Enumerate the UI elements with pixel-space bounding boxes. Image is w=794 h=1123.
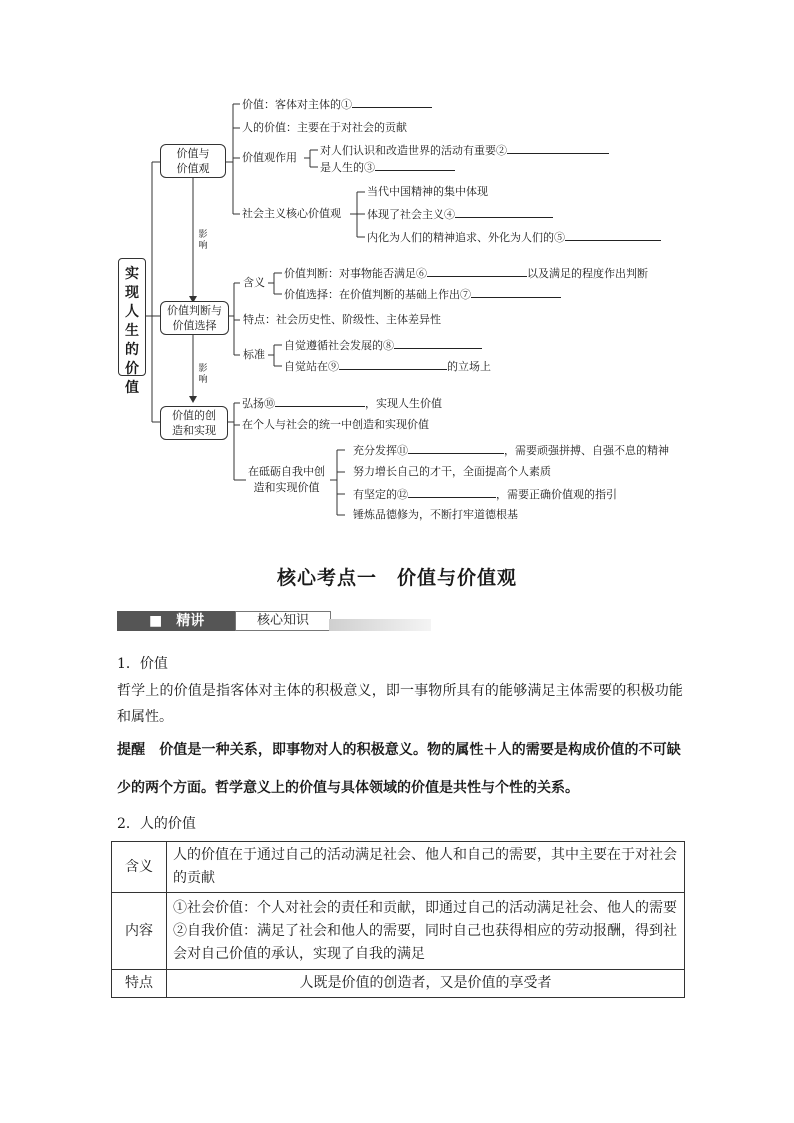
mm-item: 价值观作用 [242,151,297,164]
branch-label-line: 价值的创 [172,409,216,422]
table-head-cell: 内容 [112,893,167,970]
tag-bar-shadow [329,619,431,631]
table-head-cell: 含义 [112,842,167,893]
branch-label-line: 价值选择 [172,319,217,332]
tip-text: 价值是一种关系，即事物对人的积极意义。物的属性＋人的需要是构成价值的不可缺 [159,742,681,758]
table-row [112,842,685,893]
heading-value: 1．价值 [117,656,168,672]
mm-item: 社会主义核心价值观 [242,207,341,220]
branch-label-line: 造和实现 [172,424,216,437]
mm-sub-item: 锤炼品德修为，不断打牢道德根基 [353,508,518,521]
fill-blank [275,396,365,407]
influence-label-1: 影响 [198,230,208,251]
mm-item: 含义 [243,276,265,289]
mm-sub-item: 充分发挥⑪ ，需要顽强拼搏、自强不息的精神 [353,444,669,457]
branch-label-line: 价值判断与 [167,304,222,317]
fill-blank [408,443,504,454]
mindmap-root: 实现人生的价值 [118,258,146,376]
table-row [112,970,685,998]
branch-node-judgment [160,301,229,335]
table-body-cell: 人的价值在于通过自己的活动满足社会、他人和自己的需要，其中主要在于对社会 的贡献 [167,842,685,893]
mm-sub-item: 自觉遵循社会发展的⑧ [284,338,482,353]
fill-blank [507,143,609,154]
heading-human-value: 2．人的价值 [117,816,196,832]
fill-blank [408,487,496,498]
fill-blank [471,287,561,298]
mm-item: 人的价值：主要在于对社会的贡献 [242,121,407,134]
tip-line: 少的两个方面。哲学意义上的价值与具体领域的价值是共性与个性的关系。 [117,780,579,796]
tip-line [117,740,681,760]
mm-item: 价值：客体对主体的① [242,97,432,112]
tag-bar-dark-label: ■ 精讲 [149,613,205,629]
fill-blank [427,266,527,277]
tag-bar-light: 核心知识 [235,611,331,631]
mm-sub-item: 自觉站在⑨ 的立场上 [284,360,491,373]
fill-blank [339,359,447,370]
fill-blank [394,338,482,349]
influence-label-2: 影响 [198,364,208,385]
mm-sub-item: 有坚定的⑫ ，需要正确价值观的指引 [353,488,617,501]
section-title: 核心考点一 价值与价值观 [276,567,517,589]
tip-label: 提醒 [117,742,146,758]
table-body-cell: 人既是价值的创造者，又是价值的享受者 [167,970,685,998]
mm-item: 标准 [243,348,265,361]
mm-sub-item: 价值判断：对事物能否满足⑥ 以及满足的程度作出判断 [284,267,648,280]
branch-node-creation [160,406,228,440]
fill-blank [455,207,553,218]
mm-item: 在个人与社会的统一中创造和实现价值 [242,418,429,431]
mm-sub-item: 价值选择：在价值判断的基础上作出⑦ [284,287,561,302]
mm-item: 弘扬⑩ ，实现人生价值 [242,397,442,410]
table-row [112,893,685,970]
fill-blank [565,230,661,241]
mm-sub-item: 内化为人们的精神追求、外化为人们的⑤ [367,230,661,245]
branch-node-value [160,144,226,178]
mm-sub-item: 是人生的③ [320,160,455,175]
table-head-cell: 特点 [112,970,167,998]
mm-item-multiline: 在砥砺自我中创 造和实现价值 [248,465,325,494]
fill-blank [375,160,455,171]
branch-label-line: 价值观 [176,162,210,175]
human-value-table [111,841,685,998]
fill-blank [352,97,432,108]
tag-bar [117,610,431,632]
mm-item: 特点：社会历史性、阶级性、主体差异性 [243,313,441,326]
branch-label-line: 价值与 [176,147,210,160]
table-body-cell: ①社会价值：个人对社会的责任和贡献，即通过自己的活动满足社会、他人的需要 ②自我价值：满足了社会和他人的需要，同时自己也获得相应的劳动报酬，得到社 会对自己价值的承认，实现了自我的满足 [167,893,685,970]
paragraph-line: 哲学上的价值是指客体对主体的积极意义，即一事物所具有的能够满足主体需要的积极功能 [117,683,683,699]
mm-sub-item: 当代中国精神的集中体现 [367,185,488,198]
mm-sub-item: 体现了社会主义④ [367,207,553,222]
mm-sub-item: 努力增长自己的才干，全面提高个人素质 [353,465,551,478]
mm-sub-item: 对人们认识和改造世界的活动有重要② [320,143,609,158]
paragraph-line: 和属性。 [117,709,173,725]
tag-bar-dark [117,611,235,631]
